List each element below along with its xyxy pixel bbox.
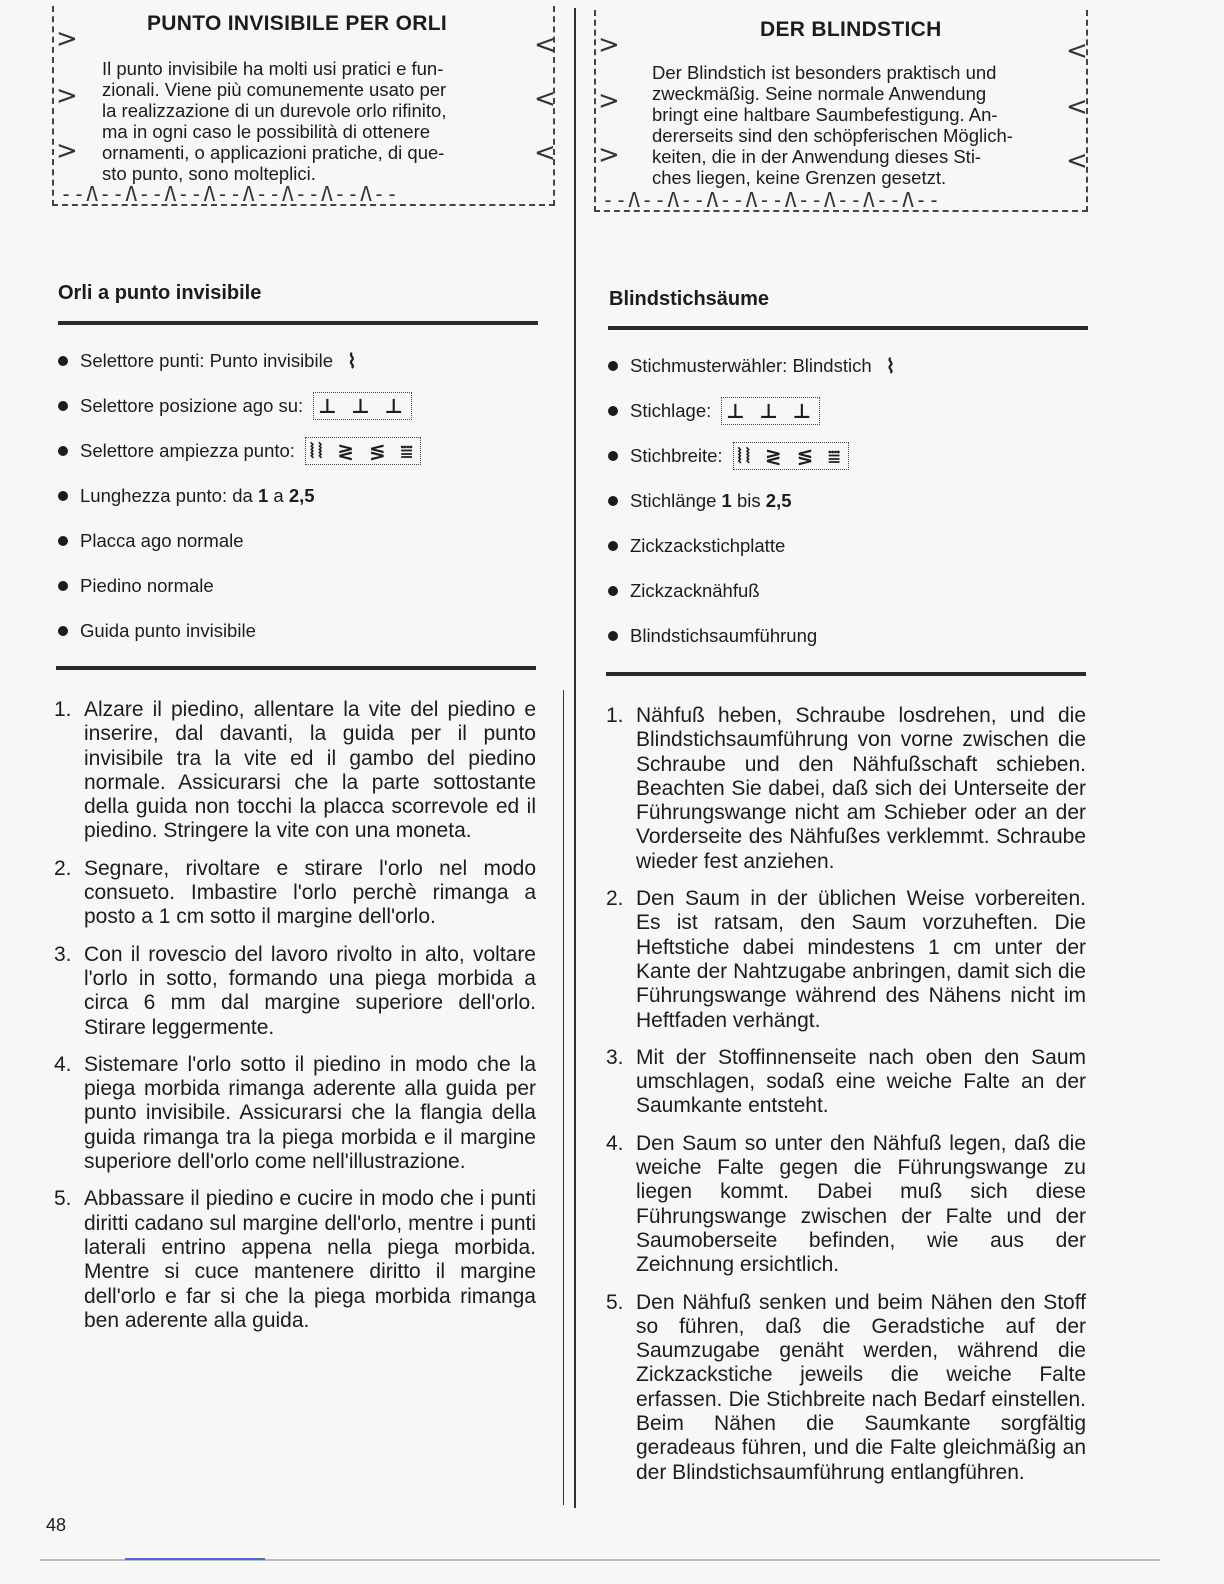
- stitch-width-icon: ⦚⦚ ≷ ≶ ⩸: [305, 437, 421, 465]
- list-item: Placca ago normale: [58, 518, 538, 563]
- german-title-rule: [608, 326, 1088, 330]
- needle-position-icon: ⊥ ⊥ ⊥: [721, 397, 820, 425]
- chevron-right-icon: >: [598, 30, 620, 60]
- stitch-width-icon: ⦚⦚ ≷ ≶ ⩸: [733, 442, 849, 470]
- page-number: 48: [46, 1515, 67, 1535]
- chevron-left-icon: <: [1066, 92, 1088, 122]
- chevron-left-icon: <: [1066, 36, 1088, 66]
- german-box-line: keiten, die in der Anwendung dieses Sti-: [652, 146, 982, 167]
- list-item: Zickzackstichplatte: [608, 523, 1088, 568]
- italian-box-line: Il punto invisibile ha molti usi pratici e fun-: [102, 58, 444, 79]
- blind-stitch-icon: ⌇: [885, 353, 896, 378]
- italian-box-line: zionali. Viene più comunemente usato per: [102, 79, 447, 100]
- footer-accent-rule: [125, 1558, 265, 1560]
- chevron-left-icon: <: [534, 84, 556, 114]
- chevron-left-icon: <: [534, 30, 556, 60]
- list-item: Zickzacknähfuß: [608, 568, 1088, 613]
- german-steps: [606, 704, 1086, 1498]
- list-item: 4. Sistemare l'orlo sotto il piedino in modo che la piega morbida rimanga aderente alla guida per punto invisibile. Assicurarsi che la flangia della guida rimanga tra la piega morbida e il margine superiore dell'orlo come nell'illustrazione.: [54, 1052, 536, 1174]
- italian-section-title: Orli a punto invisibile: [58, 282, 262, 304]
- italian-box-text: [102, 58, 522, 184]
- bullet-icon: [58, 401, 68, 411]
- bullet-icon: [608, 406, 618, 416]
- german-box-line: ches liegen, keine Grenzen gesetzt.: [652, 167, 947, 188]
- chevron-left-icon: <: [534, 138, 556, 168]
- italian-settings-list: [58, 338, 538, 653]
- list-item: Stichbreite: ⦚⦚ ≷ ≶ ⩸: [608, 433, 1088, 478]
- chevron-right-icon: >: [598, 140, 620, 170]
- list-item: Stichlage: ⊥ ⊥ ⊥: [608, 388, 1088, 433]
- chevron-right-icon: >: [56, 24, 78, 54]
- list-item: Selettore posizione ago su: ⊥ ⊥ ⊥: [58, 383, 538, 428]
- italian-box-line: ornamenti, o applicazioni pratiche, di que-: [102, 142, 445, 163]
- list-item: Selettore ampiezza punto: ⦚⦚ ≷ ≶ ⩸: [58, 428, 538, 473]
- chevron-right-icon: >: [56, 136, 78, 166]
- german-list-rule: [606, 672, 1086, 676]
- bullet-icon: [608, 496, 618, 506]
- blind-stitch-icon: ⌇: [346, 348, 357, 373]
- german-settings-list: [608, 343, 1088, 658]
- bullet-icon: [58, 581, 68, 591]
- list-item: Piedino normale: [58, 563, 538, 608]
- list-item: Blindstichsaumführung: [608, 613, 1088, 658]
- list-item: Guida punto invisibile: [58, 608, 538, 653]
- zigzag-border-icon: --Λ--Λ--Λ--Λ--Λ--Λ--Λ--Λ--: [60, 182, 400, 206]
- list-item: 3. Mit der Stoffinnenseite nach oben den Saum umschlagen, sodaß eine weiche Falte an der Saumkante entsteht.: [606, 1045, 1086, 1118]
- bullet-icon: [608, 451, 618, 461]
- bullet-icon: [58, 446, 68, 456]
- german-box-text: [652, 62, 1062, 188]
- column-divider: [574, 8, 576, 1508]
- chevron-left-icon: <: [1066, 146, 1088, 176]
- list-item: 3. Con il rovescio del lavoro rivolto in alto, voltare l'orlo in sotto, formando una piega morbida a circa 6 mm dal margine superiore dell'orlo. Stirare leggermente.: [54, 942, 536, 1039]
- italian-intro-box: [52, 6, 555, 206]
- bullet-icon: [608, 631, 618, 641]
- german-box-line: zweckmäßig. Seine normale Anwendung: [652, 83, 987, 104]
- italian-list-rule: [56, 666, 536, 670]
- column-divider-lower: [563, 690, 564, 1505]
- zigzag-border-icon: --Λ--Λ--Λ--Λ--Λ--Λ--Λ--Λ--: [602, 188, 942, 212]
- list-item: Selettore punti: Punto invisibile ⌇: [58, 338, 538, 383]
- needle-position-icon: ⊥ ⊥ ⊥: [313, 392, 412, 420]
- italian-title-rule: [58, 321, 538, 325]
- list-item: Stichmusterwähler: Blindstich ⌇: [608, 343, 1088, 388]
- italian-box-line: ma in ogni caso le possibilità di ottenere: [102, 121, 431, 142]
- list-item: 2. Den Saum in der üblichen Weise vorbereiten. Es ist ratsam, den Saum vorzuheften. Die Heftstiche dabei mindestens 1 cm unter der Kante der Nahtzugabe anbringen, damit sich die Führungswange während des Nähens nicht im Heftfaden verhängt.: [606, 887, 1086, 1032]
- german-box-line: dererseits sind den schöpferischen Möglich-: [652, 125, 1013, 146]
- german-intro-box: [594, 10, 1088, 212]
- list-item: 2. Segnare, rivoltare e stirare l'orlo nel modo consueto. Imbastire l'orlo perchè rimanga a posto a 1 cm sotto il margine dell'orlo.: [54, 856, 536, 929]
- bullet-icon: [608, 586, 618, 596]
- list-item: 5. Den Nähfuß senken und beim Nähen den Stoff so führen, daß die Geradstiche auf der Saumzugabe genäht werden, während die Zickzackstiche jeweils die weiche Falte erfassen. Die Stichbreite nach Bedarf einstellen. Beim Nähen die Saumkante sorgfältig geradeaus führen, und die Falte gleichmäßig an der Blindstichsaumführung entlangführen.: [606, 1290, 1086, 1484]
- german-box-line: bringt eine haltbare Saumbefestigung. An-: [652, 104, 998, 125]
- bullet-icon: [608, 541, 618, 551]
- list-item: 1. Nähfuß heben, Schraube losdrehen, und die Blindstichsaumführung von vorne zwischen die Schraube und den Nähfußschaft schieben. Beachten Sie dabei, daß sich dei Unterseite der Führungswange nicht am Schieber oder an der Vorderseite des Nähfußes verklemmt. Schraube wieder fest anziehen.: [606, 704, 1086, 873]
- chevron-right-icon: >: [56, 81, 78, 111]
- list-item: Stichlänge 1 bis 2,5: [608, 478, 1088, 523]
- german-box-title: DER BLINDSTICH: [760, 18, 942, 41]
- list-item: Lunghezza punto: da 1 a 2,5: [58, 473, 538, 518]
- list-item: 5. Abbassare il piedino e cucire in modo che i punti diritti cadano sul margine dell'orlo, mentre i punti laterali entrino appena nella piega morbida. Mentre si cuce mantenere diritto il margine dell'orlo e far si che la piega morbida rimanga ben aderente alla guida.: [54, 1187, 536, 1332]
- list-item: 1. Alzare il piedino, allentare la vite del piedino e inserire, dal davanti, la guida per il punto invisibile tra la vite ed il gambo del piedino normale. Assicurarsi che la parte sottostante della guida non tocchi la placca scorrevole ed il piedino. Stringere la vite con una moneta.: [54, 698, 536, 843]
- bullet-icon: [58, 356, 68, 366]
- list-item: 4. Den Saum so unter den Nähfuß legen, daß die weiche Falte gegen die Führungswange zu liegen kommt. Dabei muß sich diese Führungswange zwischen der Falte und der Saumoberseite befinden, wie aus der Zeichnung ersichtlich.: [606, 1131, 1086, 1277]
- italian-box-line: sto punto, sono molteplici.: [102, 163, 316, 184]
- italian-box-title: PUNTO INVISIBILE PER ORLI: [147, 12, 447, 35]
- italian-steps: [54, 698, 536, 1346]
- italian-box-line: la realizzazione di un durevole orlo rifinito,: [102, 100, 447, 121]
- bullet-icon: [58, 626, 68, 636]
- german-box-line: Der Blindstich ist besonders praktisch und: [652, 62, 997, 83]
- german-section-title: Blindstichsäume: [609, 288, 770, 310]
- bullet-icon: [58, 491, 68, 501]
- bullet-icon: [608, 361, 618, 371]
- chevron-right-icon: >: [598, 86, 620, 116]
- bullet-icon: [58, 536, 68, 546]
